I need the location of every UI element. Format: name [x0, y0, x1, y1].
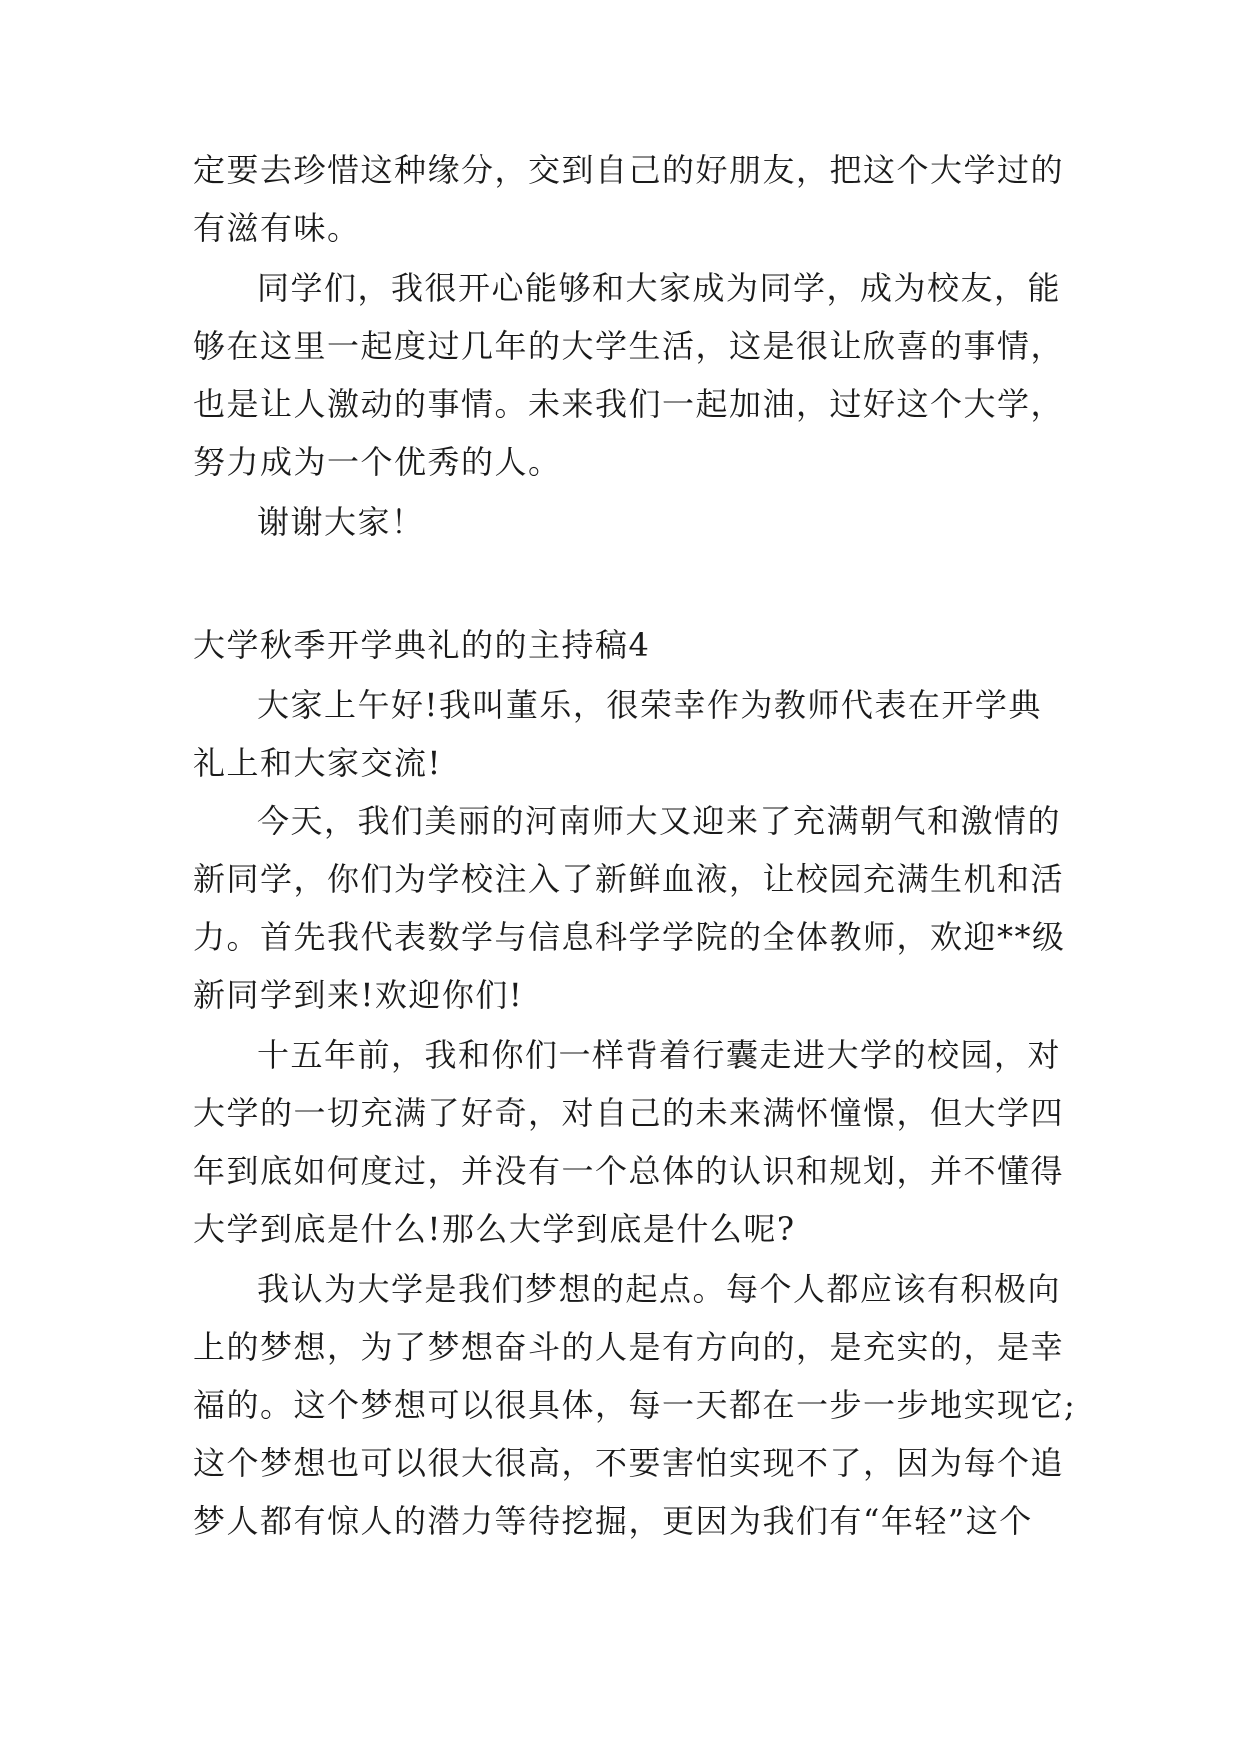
body-text-line: 够在这里一起度过几年的大学生活，这是很让欣喜的事情，	[193, 327, 1065, 365]
body-text-line: 这个梦想也可以很大很高，不要害怕实现不了，因为每个追	[193, 1444, 1065, 1482]
body-text-line: 大学到底是什么!那么大学到底是什么呢?	[193, 1210, 796, 1248]
body-text-line: 有滋有味。	[193, 209, 361, 247]
body-text-line: 上的梦想，为了梦想奋斗的人是有方向的，是充实的，是幸	[193, 1328, 1065, 1366]
body-text-line: 新同学到来!欢迎你们!	[193, 976, 524, 1014]
section-heading: 大学秋季开学典礼的的主持稿4	[193, 626, 651, 664]
body-text-line: 福的。这个梦想可以很具体，每一天都在一步一步地实现它;	[193, 1386, 1077, 1424]
body-text-line: 今天，我们美丽的河南师大又迎来了充满朝气和激情的	[257, 802, 1062, 840]
body-text-line: 新同学，你们为学校注入了新鲜血液，让校园充满生机和活	[193, 860, 1065, 898]
body-text-line: 年到底如何度过，并没有一个总体的认识和规划，并不懂得	[193, 1152, 1065, 1190]
body-text-line: 我认为大学是我们梦想的起点。每个人都应该有积极向	[257, 1270, 1062, 1308]
body-text-line: 大学的一切充满了好奇，对自己的未来满怀憧憬，但大学四	[193, 1094, 1065, 1132]
body-text-line: 同学们，我很开心能够和大家成为同学，成为校友，能	[257, 269, 1062, 307]
body-text-line: 谢谢大家！	[257, 503, 425, 541]
body-text-line: 努力成为一个优秀的人。	[193, 443, 562, 481]
body-text-line: 也是让人激动的事情。未来我们一起加油，过好这个大学，	[193, 385, 1065, 423]
body-text-line: 梦人都有惊人的潜力等待挖掘，更因为我们有“年轻”这个	[193, 1502, 1033, 1540]
body-text-line: 力。首先我代表数学与信息科学学院的全体教师，欢迎**级	[193, 918, 1066, 956]
body-text-line: 礼上和大家交流!	[193, 744, 442, 782]
body-text-line: 十五年前，我和你们一样背着行囊走进大学的校园，对	[257, 1036, 1062, 1074]
body-text-line: 定要去珍惜这种缘分，交到自己的好朋友，把这个大学过的	[193, 151, 1065, 189]
body-text-line: 大家上午好!我叫董乐，很荣幸作为教师代表在开学典	[257, 686, 1042, 724]
